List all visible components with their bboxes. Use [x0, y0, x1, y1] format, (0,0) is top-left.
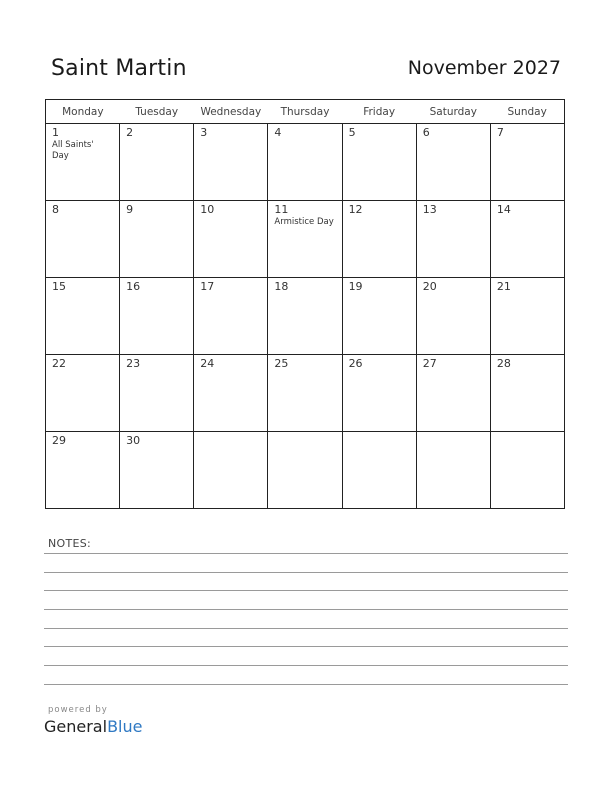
day-cell: [490, 278, 564, 355]
day-number: 20: [422, 280, 437, 293]
day-number: 28: [496, 357, 511, 370]
week-row: [46, 278, 565, 355]
week-row: [46, 201, 565, 278]
weekday-header: Wednesday: [194, 100, 268, 124]
day-cell: [46, 124, 120, 201]
day-number: 18: [274, 280, 289, 293]
day-number: 29: [52, 434, 66, 447]
day-cell: [46, 355, 120, 432]
week-row: [46, 432, 565, 509]
day-number: 9: [126, 203, 134, 216]
day-number: [343, 432, 416, 435]
weekday-header-row: [46, 100, 565, 124]
notes-label: NOTES:: [48, 537, 92, 550]
week-row: [46, 124, 565, 201]
day-number: 24: [200, 357, 215, 370]
day-cell: [194, 432, 268, 509]
day-number: [268, 432, 341, 435]
day-cell: [490, 355, 564, 432]
day-number: 25: [274, 357, 289, 370]
day-number: 5: [348, 126, 356, 139]
day-cell: [268, 124, 342, 201]
day-number: 13: [422, 203, 437, 216]
notes-line: [44, 572, 568, 573]
notes-line: [44, 590, 568, 591]
day-cell: [120, 432, 194, 509]
day-cell: [194, 124, 268, 201]
weekday-header: Saturday: [416, 100, 490, 124]
day-cell: [490, 124, 564, 201]
day-number: 12: [348, 203, 363, 216]
notes-line: [44, 646, 568, 647]
day-number: 23: [126, 357, 141, 370]
day-cell: [46, 278, 120, 355]
brand-blue-text: Blue: [107, 717, 143, 736]
day-cell: [416, 201, 490, 278]
day-cell: [120, 201, 194, 278]
day-cell: [342, 432, 416, 509]
day-cell: [194, 201, 268, 278]
powered-by-text: powered by: [48, 705, 108, 715]
day-number: 22: [52, 357, 66, 370]
day-cell: [268, 432, 342, 509]
weekday-header: Sunday: [490, 100, 564, 124]
day-cell: [342, 201, 416, 278]
day-cell: [46, 201, 120, 278]
day-number: 16: [126, 280, 141, 293]
day-cell: [416, 124, 490, 201]
day-number: 10: [200, 203, 215, 216]
holiday-label: Armistice Day: [274, 217, 334, 227]
day-number: 27: [422, 357, 437, 370]
day-number: 14: [496, 203, 511, 216]
weekday-header: Friday: [342, 100, 416, 124]
day-cell: [268, 355, 342, 432]
weekday-header: Thursday: [268, 100, 342, 124]
day-number: 19: [348, 280, 363, 293]
day-cell: [342, 124, 416, 201]
day-cell: [416, 432, 490, 509]
day-number: 6: [422, 126, 430, 139]
generalblue-logo: [44, 717, 142, 736]
day-number: 8: [52, 203, 59, 216]
weekday-header: Monday: [46, 100, 120, 124]
day-cell: [342, 278, 416, 355]
brand-general-text: General: [44, 717, 108, 736]
day-cell: [490, 432, 564, 509]
day-cell: [120, 124, 194, 201]
day-cell: [268, 201, 342, 278]
day-number: 11: [274, 203, 289, 216]
day-cell: [194, 278, 268, 355]
week-row: [46, 355, 565, 432]
day-number: 4: [274, 126, 282, 139]
notes-line: [44, 684, 568, 685]
day-cell: [120, 355, 194, 432]
day-number: 7: [496, 126, 504, 139]
day-number: 15: [52, 280, 66, 293]
notes-line: [44, 609, 568, 610]
day-cell: [268, 278, 342, 355]
notes-line: [44, 553, 568, 554]
day-number: 3: [200, 126, 208, 139]
holiday-label: All Saints' Day: [52, 140, 94, 161]
day-number: 1: [52, 126, 59, 139]
day-cell: [46, 432, 120, 509]
day-number: 17: [200, 280, 215, 293]
day-cell: [416, 355, 490, 432]
day-cell: [194, 355, 268, 432]
day-number: 2: [126, 126, 134, 139]
calendar-month-title: November 2027: [407, 57, 561, 79]
day-number: 21: [496, 280, 511, 293]
calendar-grid: [45, 99, 565, 509]
day-number: [491, 432, 564, 435]
weekday-header: Tuesday: [120, 100, 194, 124]
day-number: [194, 432, 267, 435]
day-cell: [416, 278, 490, 355]
day-cell: [342, 355, 416, 432]
day-cell: [490, 201, 564, 278]
calendar-country-title: Saint Martin: [51, 56, 187, 81]
day-cell: [120, 278, 194, 355]
notes-line: [44, 628, 568, 629]
day-number: 26: [348, 357, 363, 370]
day-number: 30: [126, 434, 141, 447]
notes-line: [44, 665, 568, 666]
day-number: [417, 432, 490, 435]
